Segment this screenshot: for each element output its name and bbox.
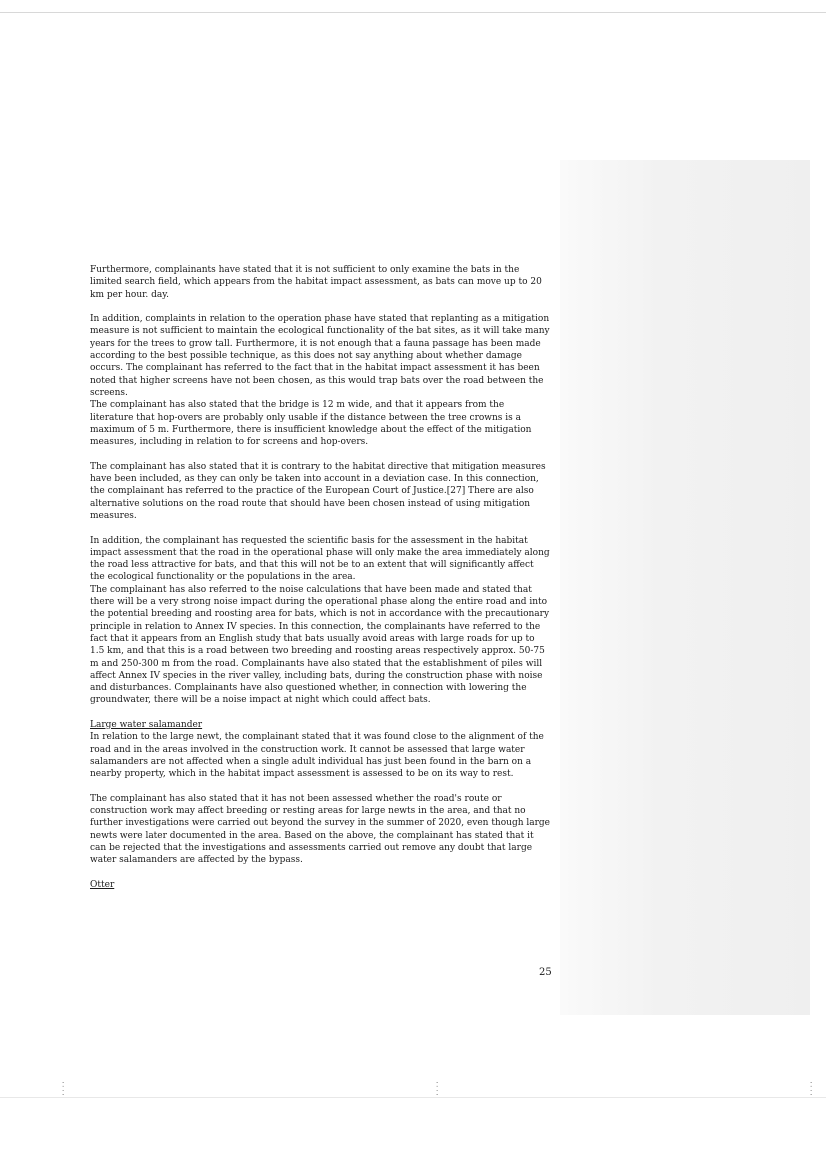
paragraph: The complainant has also stated that the bridge is 12 m wide, and that it appears from the literature that hop-overs are probably only usable if the distance between the tree crowns is a maximum of 5 m. Furthermore, there is insufficient knowledge about the effect of the mitigation measures, including in relation to for screens and hop-overs. [90, 400, 532, 448]
paragraph-gap [90, 867, 550, 879]
page-number: 25 [539, 967, 552, 978]
paragraph-gap [90, 448, 550, 460]
scan-mark-left: · ⁚ · [62, 1079, 65, 1099]
paragraph-gap [90, 780, 550, 792]
scan-shadow [560, 160, 810, 1015]
page-top-rule [0, 12, 826, 13]
paragraph-gap [90, 522, 550, 534]
paragraph-gap [90, 707, 550, 719]
paragraph-gap [90, 301, 550, 313]
paragraph: The complainant has also referred to the noise calculations that have been made and stated that there will be a very strong noise impact during the operational phase along the entire road and into the potential breeding and roosting area for bats, which is not in accordance with the precautionary principle in relation to Annex IV species. In this connection, the complainants have referred to the fact that it appears from an English study that bats usually avoid areas with large roads for up to 1.5 km, and that this is a road between two breeding and roosting areas respectively approx. 50-75 m and 250-300 m from the road. Complainants have also stated that the establishment of piles will affect Annex IV species in the river valley, including bats, during the construction phase with noise and disturbances. Complainants have also questioned whether, in connection with lowering the groundwater, there will be a noise impact at night which could affect bats. [90, 584, 550, 706]
paragraph: Furthermore, complainants have stated that it is not sufficient to only examine the bats in the limited search field, which appears from the habitat impact assessment, as bats can move up to 20 km per hour. day. [90, 265, 542, 300]
paragraph: In relation to the large newt, the complainant stated that it was found close to the alignment of the road and in the areas involved in the construction work. It cannot be assessed that large water salamanders are not affected when a single adult individual has just been found in the barn on a nearby property, which in the habitat impact assessment is assessed to be on its way to rest. [90, 732, 544, 780]
page-bottom-rule [0, 1097, 826, 1098]
section-heading: Large water salamander [90, 719, 203, 730]
section-heading: Otter [90, 879, 115, 890]
paragraph: In addition, complaints in relation to the operation phase have stated that replanting as a mitigation measure is not sufficient to maintain the ecological functionality of the bat sites, as it will take many years for the trees to grow tall. Furthermore, it is not enough that a fauna passage has been made according to the best possible technique, as this does not say anything about whether damage occurs. The complainant has referred to the fact that in the habitat impact assessment it has been noted that higher screens have not been chosen, as this would trap bats over the road between the screens. [90, 314, 550, 398]
paragraph: The complainant has also stated that it has not been assessed whether the road's route or construction work may affect breeding or resting areas for large newts in the area, and that no further investigations were carried out beyond the survey in the summer of 2020, even though large newts were later documented in the area. Based on the above, the complainant has stated that it can be rejected that the investigations and assessments carried out remove any doubt that large water salamanders are affected by the bypass. [90, 793, 550, 866]
paragraph: The complainant has also stated that it is contrary to the habitat directive that mitigation measures have been included, as they can only be taken into account in a deviation case. In this connection, the complainant has referred to the practice of the European Court of Justice.[27] There are also alternative solutions on the road route that should have been chosen instead of using mitigation measures. [90, 461, 546, 521]
document-body [90, 264, 550, 891]
paragraph: In addition, the complainant has requested the scientific basis for the assessment in the habitat impact assessment that the road in the operational phase will only make the area immediately along the road less attractive for bats, and that this will not be to an extent that will significantly affect the ecological functionality or the populations in the area. [90, 535, 550, 583]
scan-mark-center: · ⁚ · [436, 1079, 439, 1099]
scan-mark-right: · ⁚ · [810, 1079, 813, 1099]
